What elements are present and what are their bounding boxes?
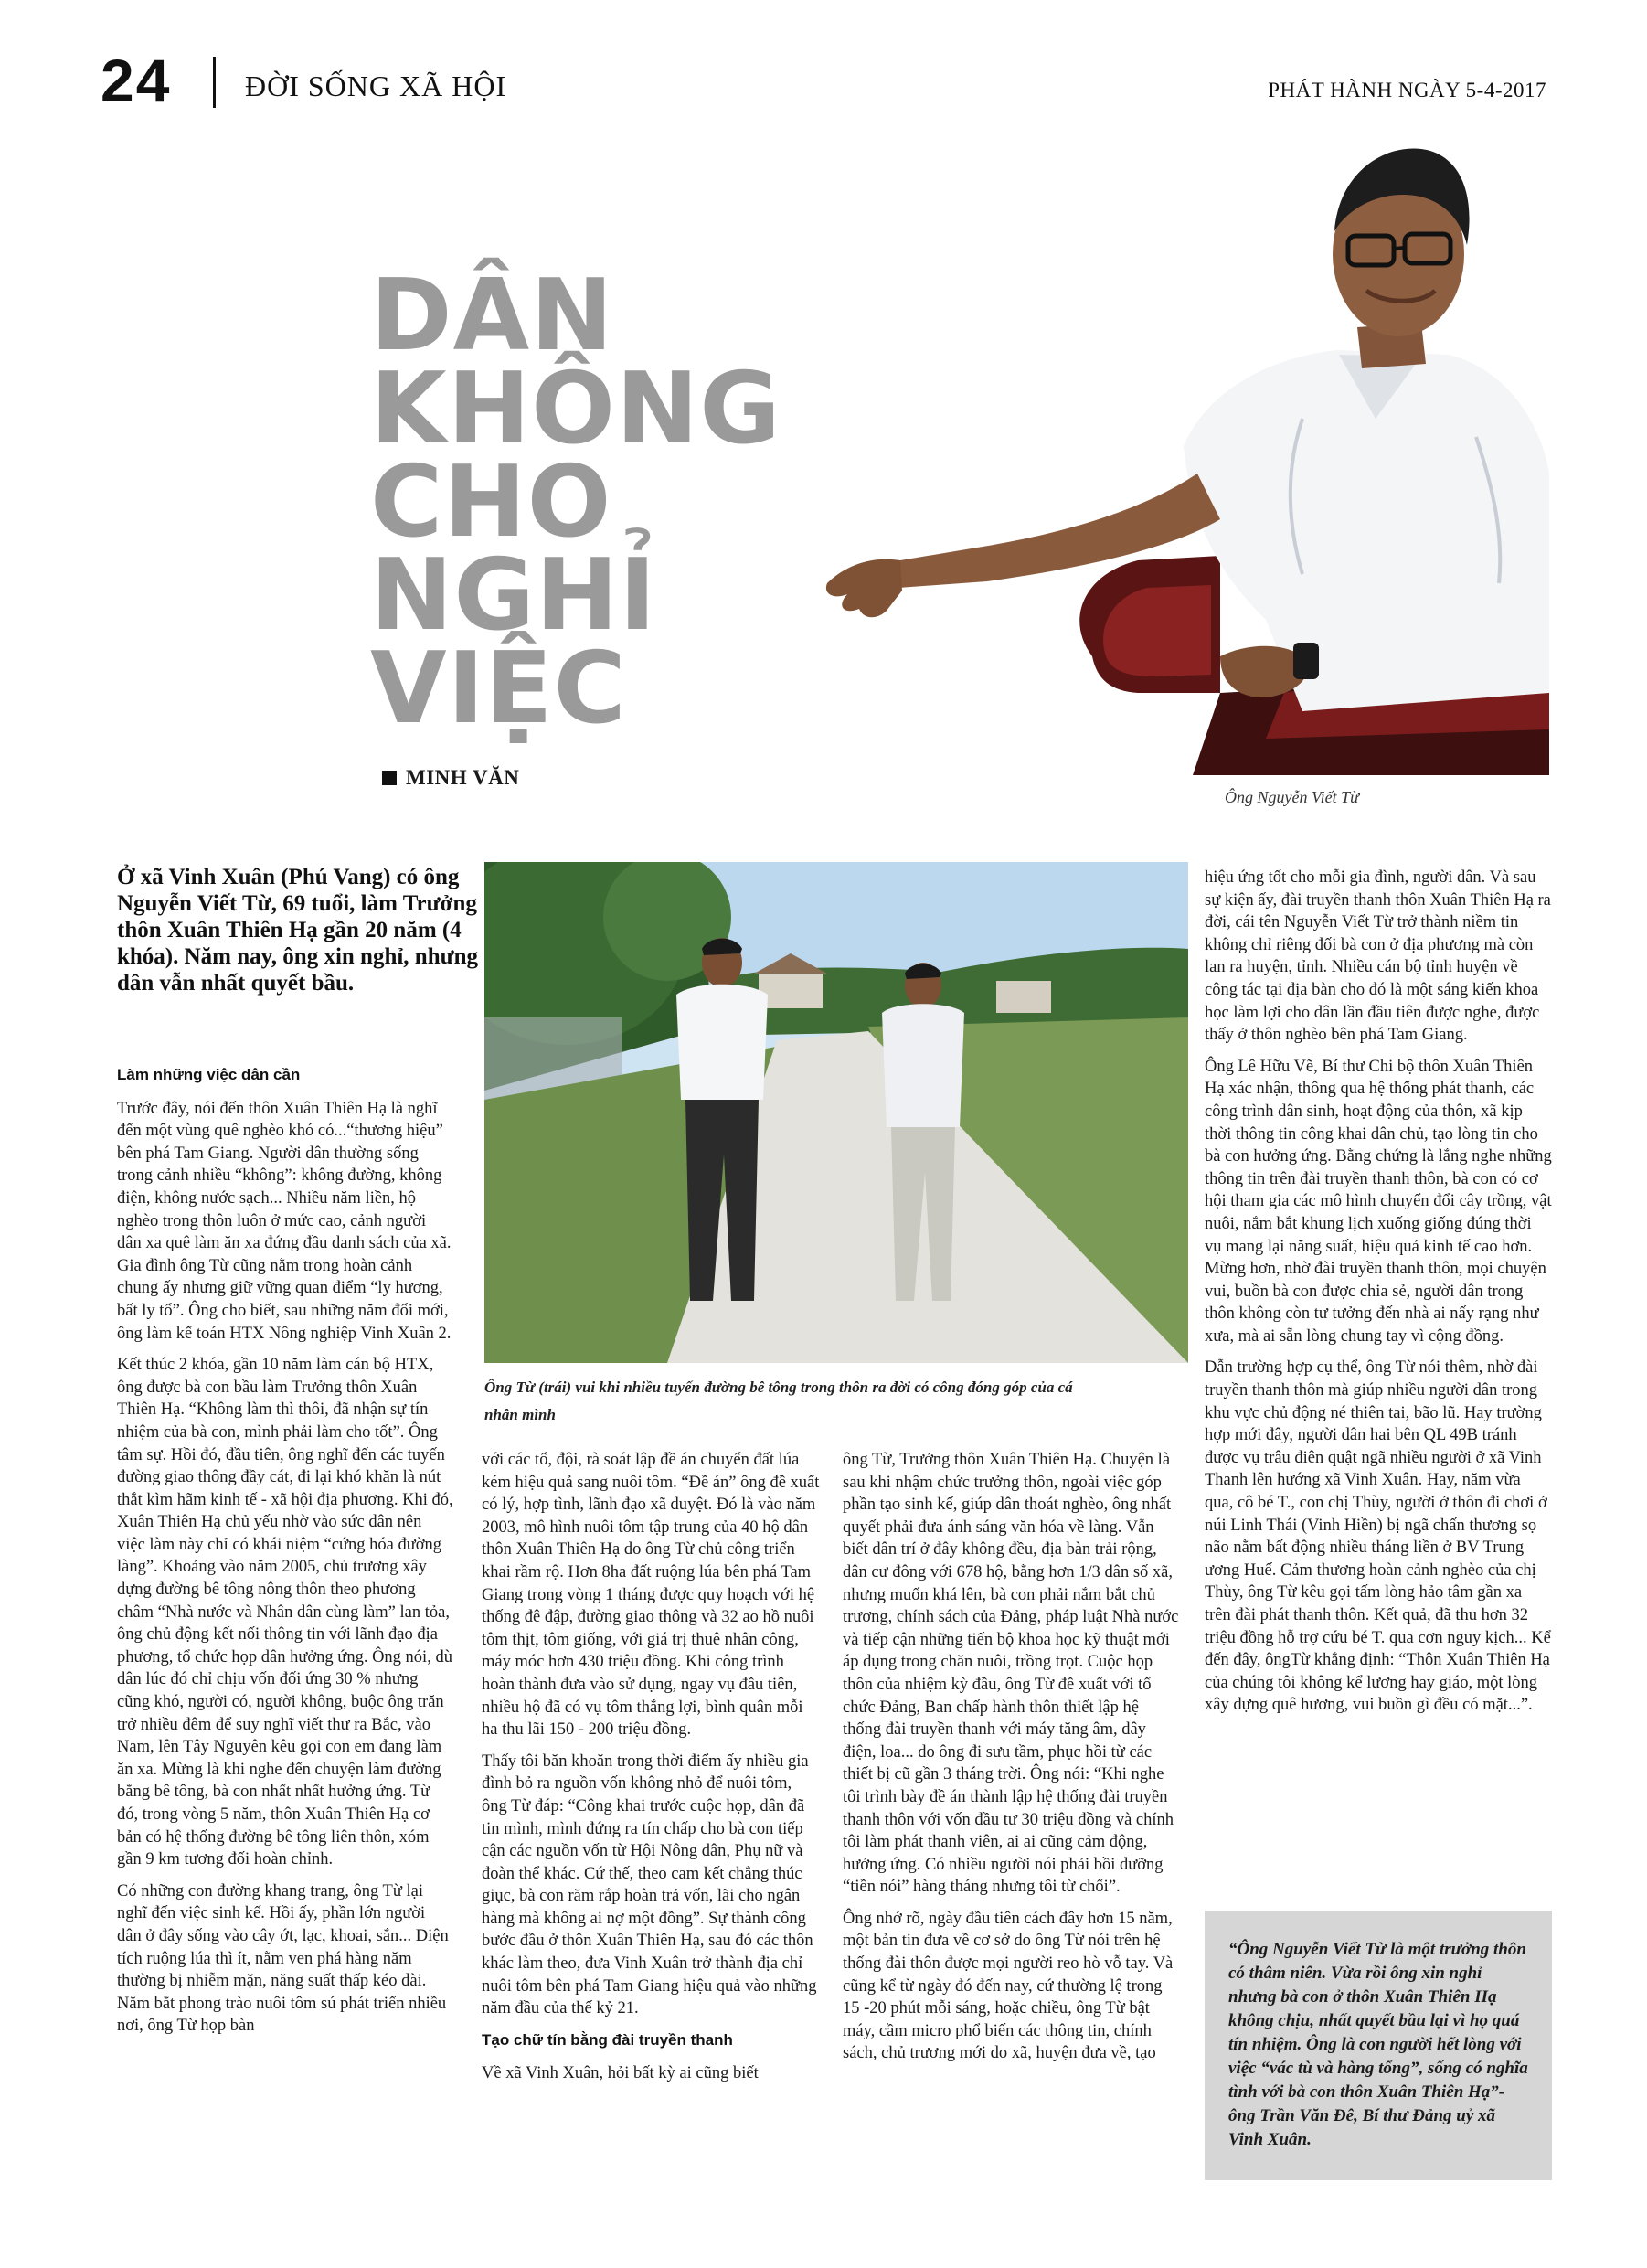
paragraph: Có những con đường khang trang, ông Từ lại nghĩ đến việc sinh kế. Hồi ấy, phần lớn người dân ở đây sống vào cây ớt, lạc, khoai, sắn... Diện tích ruộng lúa thì ít, nằm ven phá hàng năm thường bị nhiễm mặn, năng suất thấp kéo dài. Nắm bắt phong trào nuôi tôm sú phát triển nhiều nơi, ông Từ họp bàn [117,1881,449,2036]
subheading: Làm những việc dân cần [117,1066,301,1083]
paragraph: hiệu ứng tốt cho mỗi gia đình, người dân. Và sau sự kiện ấy, đài truyền thanh thôn Xuân Thiên Hạ ra đời, cái tên Nguyễn Viết Từ trở thành niềm tin không chỉ riêng đối bà con ở địa phương mà còn lan ra huyện, tỉnh. Nhiều cán bộ tỉnh huyện về công tác tại địa bàn cho đó là một sáng kiến khoa học làm lợi cho dân lần đầu tiên được nghe, được thấy ở thôn nghèo bên phá Tam Giang. [1205,868,1551,1045]
lead-paragraph: Ở xã Vinh Xuân (Phú Vang) có ông Nguyễn Viết Từ, 69 tuổi, làm Trưởng thôn Xuân Thiên Hạ gần 20 năm (4 khóa). Năm nay, ông xin nghỉ, nhưng dân vẫn nhất quyết bầu. [117,865,479,996]
paragraph: Ông nhớ rõ, ngày đầu tiên cách đây hơn 15 năm, một bản tin đưa về cơ sở do ông Từ nói trên hệ thống đài thôn được mọi người reo hò vỗ tay. Và cũng kể từ ngày đó đến nay, cứ thường lệ trong 15 -20 phút mỗi sáng, hoặc chiều, ông Từ bật máy, cầm micro phổ biến các thông tin, chính sách, chủ trương mới do xã, huyện đưa về, tạo [843,1909,1174,2063]
article-column-3 [843,1449,1181,2074]
portrait-photo [791,144,1549,775]
headline-line: KHÔNG [370,352,781,466]
headline-line: VIỆC [370,632,627,746]
paragraph: Thấy tôi băn khoăn trong thời điểm ấy nhiều gia đình bỏ ra nguồn vốn không nhỏ để nuôi tôm, ông Từ đáp: “Công khai trước cuộc họp, dân đã tin mình, mình đứng ra tín chấp cho bà con tiếp cận các nguồn vốn từ Hội Nông dân, Phụ nữ và đoàn thể khác. Cứ thế, theo cam kết chẳng thúc giục, bà con răm rắp hoàn trả vốn, lãi cho ngân hàng mà không ai nợ một đồng”. Sự thành công bước đầu ở thôn Xuân Thiên Hạ, sau đó các thôn khác làm theo, đưa Vinh Xuân trở thành địa chỉ nuôi tôm bên phá Tam Giang hiệu quả vào những năm đầu của thế kỷ 21. [482,1752,817,2018]
village-road-photo [484,862,1188,1363]
issue-date: PHÁT HÀNH NGÀY 5-4-2017 [1268,79,1546,101]
headline-line: NGHỈ [370,538,657,653]
headline [370,259,781,746]
byline-square-icon [382,771,397,785]
article-column-2 [482,1449,820,2094]
paragraph: Ông Lê Hữu Vẽ, Bí thư Chi bộ thôn Xuân Thiên Hạ xác nhận, thông qua hệ thống phát thanh, các công trình dân sinh, hoạt động của thôn, xã kịp thời thông tin công khai dân chủ, tạo lòng tin cho bà con hưởng ứng. Bằng chứng là lắng nghe những thông tin trên đài truyền thanh thôn, bà con có cơ hội tham gia các mô hình chuyển đổi cây trồng, vật nuôi, nắm bắt khung lịch xuống giống đúng thời vụ mang lại năng suất, hiệu quả kinh tế cao hơn. Mừng hơn, nhờ đài truyền thanh thôn, mọi chuyện vui, buồn bà con được chia sẻ, người dân trong thôn không còn tư tưởng đến nhà ai nấy rạng như xưa, mà ai sẵn lòng chung tay vì cộng đồng. [1205,1057,1552,1346]
section-title: ĐỜI SỐNG XÃ HỘI [245,69,507,102]
header-divider [213,57,216,108]
paragraph: với các tổ, đội, rà soát lập đề án chuyển đất lúa kém hiệu quả sang nuôi tôm. “Đề án” ông đề xuất có lý, hợp tình, lãnh đạo xã duyệt. Đó là vào năm 2003, mô hình nuôi tôm tập trung của 40 hộ dân thôn Xuân Thiên Hạ do ông Từ chủ công triển khai rầm rộ. Hơn 8ha đất ruộng lúa bên phá Tam Giang trong vòng 1 tháng được quy hoạch với hệ thống đê đập, đường giao thông và 32 ao hồ nuôi tôm thịt, tôm giống, với giá trị thuê nhân công, máy móc hơn 430 triệu đồng. Khi công trình hoàn thành đưa vào sử dụng, ngay vụ đầu tiên, nhiều hộ đã có vụ tôm thắng lợi, bình quân mỗi ha thu lãi 150 - 200 triệu đồng. [482,1451,820,1740]
headline-line: CHO [370,445,612,559]
pull-quote-box [1205,1911,1552,2180]
article-column-1 [117,1059,453,2047]
paragraph: ông Từ, Trưởng thôn Xuân Thiên Hạ. Chuyện là sau khi nhậm chức trưởng thôn, ngoài việc góp phần tạo sinh kế, giúp dân thoát nghèo, ông nhất quyết phải đưa ánh sáng văn hóa về làng. Vẫn biết dân trí ở đây không đều, địa bàn trải rộng, dân cư đông với 678 hộ, bằng hơn 1/3 dân số xã, nhưng muốn khá lên, bà con phải nắm bắt chủ trương, chính sách của Đảng, pháp luật Nhà nước và tiếp cận những tiến bộ khoa học kỹ thuật mới áp dụng trong chăn nuôi, trồng trọt. Cuộc họp thôn của nhiệm kỳ đầu, ông Từ đề xuất với tổ chức Đảng, Ban chấp hành thôn thiết lập hệ thống đài truyền thanh với máy tăng âm, dây điện, loa... do ông đi sưu tầm, phục hồi từ các thiết bị cũ gần 3 tháng trời. Ông nói: “Khi nghe tôi trình bày đề án thành lập hệ thống đài truyền thanh thôn với vốn đầu tư 30 triệu đồng và chính tôi làm phát thanh viên, ai ai cũng cảm động, hưởng ứng. Có nhiều người nói phải bồi dưỡng “tiền nói” hàng tháng nhưng tôi từ chối”. [843,1451,1179,1897]
photo-caption: Ông Từ (trái) vui khi nhiều tuyến đường bê tông trong thôn ra đời có công đóng góp của cá nhân mình [484,1379,1073,1423]
subheading: Tạo chữ tín bằng đài truyền thanh [482,2030,733,2049]
portrait-caption: Ông Nguyễn Viết Từ [1225,788,1359,806]
paragraph: Dẫn trường hợp cụ thể, ông Từ nói thêm, nhờ đài truyền thanh thôn mà giúp nhiều người dân trong khu vực chủ động né thiên tai, bão lũ. Hay trường hợp mới đây, người dân hai bên QL 49B tránh được vụ trâu điên quật ngã nhiều người ở xã Vinh Thanh lên hướng xã Vinh Xuân. Hay, năm vừa qua, cô bé T., con chị Thùy, người ở thôn đi chơi ở núi Linh Thái (Vinh Hiền) bị ngã chấn thương sọ não nằm bất động nhiều tháng liền ở BV Trung ương Huế. Cảm thương hoàn cảnh nghèo của chị Thùy, ông Từ kêu gọi tấm lòng hảo tâm gần xa trên đài phát thanh thôn. Kết quả, đã thu hơn 32 triệu đồng hỗ trợ cứu bé T. qua cơn nguy kịch... Kể đến đây, ôngTừ khẳng định: “Thôn Xuân Thiên Hạ của chúng tôi không kể lương hay giáo, một lòng xây dựng quê hương, vui buồn gì đều có mặt...”. [1205,1358,1551,1715]
headline-line: DÂN [370,259,614,373]
pull-quote: “Ông Nguyễn Viết Từ là một trưởng thôn có thâm niên. Vừa rồi ông xin nghỉ nhưng bà con ở thôn Xuân Thiên Hạ không chịu, nhất quyết bầu lại vì họ quá tín nhiệm. Ông là con người hết lòng với việc “vác tù và hàng tổng”, sống có nghĩa tình với bà con thôn Xuân Thiên Hạ”- ông Trần Văn Đê, Bí thư Đảng uỷ xã Vinh Xuân. [1228,1940,1528,2149]
article-column-4 [1205,867,1552,1726]
paragraph: Trước đây, nói đến thôn Xuân Thiên Hạ là nghĩ đến một vùng quê nghèo khó có...“thương hiệu” bên phá Tam Giang. Người dân thường sống trong cảnh nhiều “không”: không đường, không điện, không nước sạch... Nhiều năm liền, hộ nghèo trong thôn luôn ở mức cao, cảnh người dân xa quê làm ăn xa đứng đầu danh sách của xã. Gia đình ông Từ cũng nằm trong hoàn cảnh chung ấy nhưng giữ vững quan điểm “ly hương, bất ly tổ”. Ông cho biết, sau những năm đổi mới, ông làm kế toán HTX Nông nghiệp Vinh Xuân 2. [117,1099,452,1343]
author-name: MINH VĂN [406,766,520,789]
paragraph: Về xã Vinh Xuân, hỏi bất kỳ ai cũng biết [482,2064,759,2083]
paragraph: Kết thúc 2 khóa, gần 10 năm làm cán bộ HTX, ông được bà con bầu làm Trưởng thôn Xuân Thiên Hạ. “Không làm thì thôi, đã nhận sự tín nhiệm của bà con, mình phải làm cho tốt”. Ông tâm sự. Hồi đó, đầu tiên, ông nghĩ đến các tuyến đường giao thông đầy cát, đi lại khó khăn là nút thắt kìm hãm kinh tế - xã hội địa phương. Khi đó, Xuân Thiên Hạ chủ yếu nhờ vào sức dân nên việc làm này chỉ có khái niệm “cứng hóa đường làng”. Khoảng vào năm 2005, chủ trương xây dựng đường bê tông nông thôn theo phương châm “Nhà nước và Nhân dân cùng làm” lan tỏa, ông chủ động kết nối thông tin với lãnh đạo địa phương, tổ chức họp dân hưởng ứng. Ông nói, dù dân lúc đó chỉ chịu vốn đối ứng 30 % nhưng cũng khó, người có, người không, buộc ông trăn trở nhiều đêm để suy nghĩ viết thư ra Bắc, vào Nam, lên Tây Nguyên kêu gọi con em đang làm ăn xa. Mừng là khi nghe đến chuyện làm đường bằng bê tông, bà con nhất nhất hưởng ứng. Từ đó, trong vòng 5 năm, thôn Xuân Thiên Hạ cơ bản có hệ thống đường bê tông liên thôn, xóm gần 9 km tương đối hoàn chỉnh. [117,1356,453,1869]
byline [382,766,519,790]
page-number: 24 [101,47,172,114]
